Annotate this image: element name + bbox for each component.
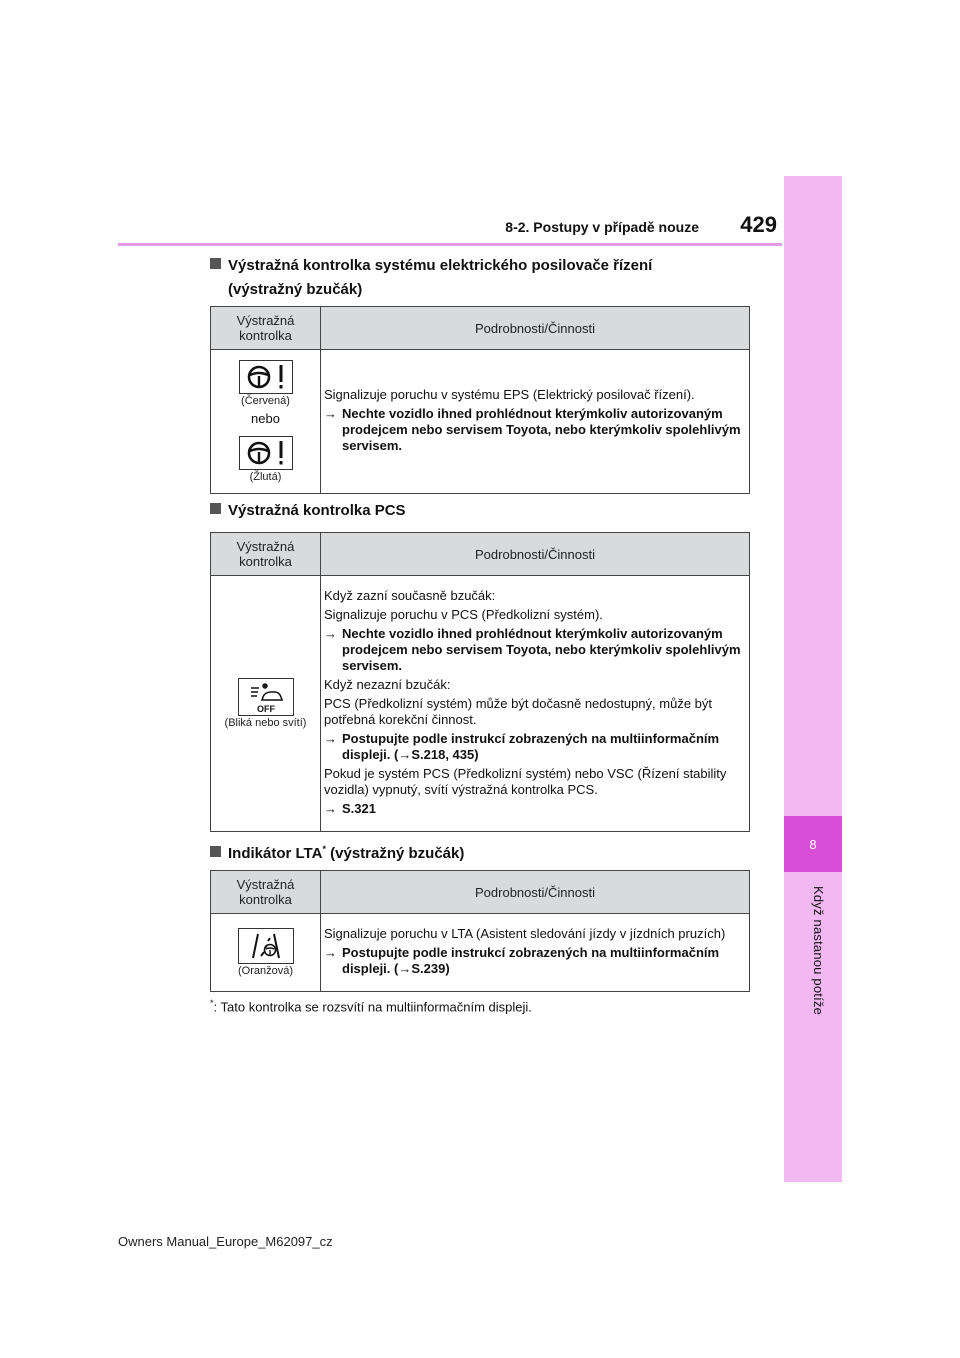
action-item: → Nechte vozidlo ihned prohlédnout kterýmkoliv autorizovaným prodejcem nebo servisem Toyota, nebo kterýmkoliv spolehlivým servisem. [324, 406, 741, 453]
icon-cell [211, 350, 321, 494]
heading-square-icon [210, 258, 221, 269]
arrow-icon: → [324, 945, 337, 960]
icon-cell [211, 576, 321, 832]
page-number: 429 [740, 212, 777, 237]
details-cell [321, 350, 750, 494]
table-header-col2: Podrobnosti/Činnosti [321, 307, 750, 350]
details-text: PCS (Předkolizní systém) může být dočasně nedostupný, může být potřebná korekční činnost. [324, 696, 713, 727]
details-text: Když nezazní bzučák: [324, 677, 451, 692]
details-text: Když zazní současně bzučák: [324, 588, 496, 603]
steering-warning-icon [239, 436, 293, 470]
details-text: Pokud je systém PCS (Předkolizní systém) nebo VSC (Řízení stability vozidla) vypnutý, svítí výstražná kontrolka PCS. [324, 766, 727, 797]
arrow-icon: → [324, 626, 337, 641]
chapter-number-tab: 8 [784, 816, 842, 872]
action-item: → S.321 [324, 801, 376, 816]
svg-text:OFF: OFF [256, 704, 275, 714]
details-text: Signalizuje poruchu v PCS (Předkolizní systém). [324, 607, 603, 622]
chapter-label: Když nastanou potíže [811, 886, 826, 1016]
details-text: Signalizuje poruchu v systému EPS (Elektrický posilovač řízení). [324, 387, 695, 402]
heading-lta: Indikátor LTA* (výstražný bzučák) [210, 837, 464, 866]
table-pcs [210, 532, 750, 832]
table-lta [210, 870, 750, 992]
details-cell [321, 914, 750, 992]
icon-caption-pcs: (Bliká nebo svítí) [224, 717, 307, 729]
action-item: → Nechte vozidlo ihned prohlédnout kterýmkoliv autorizovaným prodejcem nebo servisem Toyota, nebo kterýmkoliv spolehlivým servisem. [324, 626, 741, 673]
footnote: *: Tato kontrolka se rozsvítí na multiinformačním displeji. [210, 998, 532, 1015]
action-item: → Postupujte podle instrukcí zobrazených na multiinformačním displeji. (→S.218, 435) [324, 731, 720, 762]
icon-caption-red: (Červená) [241, 395, 290, 407]
footer-manual-id: Owners Manual_Europe_M62097_cz [118, 1234, 333, 1249]
heading-square-icon [210, 503, 221, 514]
table-header-col2: Podrobnosti/Činnosti [321, 533, 750, 576]
arrow-icon: → [324, 731, 337, 746]
table-header-col2: Podrobnosti/Činnosti [321, 871, 750, 914]
table-header-col1: Výstražná kontrolka [211, 307, 321, 350]
action-item: → Postupujte podle instrukcí zobrazených na multiinformačním displeji. (→S.239) [324, 945, 720, 976]
heading-square-icon [210, 846, 221, 857]
details-cell [321, 576, 750, 832]
details-text: Signalizuje poruchu v LTA (Asistent sledování jízdy v jízdních pruzích) [324, 926, 726, 941]
pcs-off-icon [238, 678, 294, 716]
table-header-col1: Výstražná kontrolka [211, 871, 321, 914]
table-header-col1: Výstražná kontrolka [211, 533, 321, 576]
heading-pcs: Výstražná kontrolka PCS [210, 499, 406, 523]
icon-caption-orange: (Oranžová) [237, 965, 294, 977]
table-eps [210, 306, 750, 494]
icon-cell [211, 914, 321, 992]
lane-trace-icon [238, 928, 294, 964]
arrow-icon: → [324, 801, 337, 816]
arrow-icon: → [324, 406, 337, 421]
icon-caption-yellow: (Žlutá) [249, 471, 282, 483]
section-title: 8-2. Postupy v případě nouze [505, 219, 699, 235]
heading-eps: Výstražná kontrolka systému elektrického posilovače řízení (výstražný bzučák) [210, 254, 652, 302]
header-rule [118, 243, 782, 246]
steering-warning-icon [239, 360, 293, 394]
separator-or: nebo [251, 411, 280, 426]
